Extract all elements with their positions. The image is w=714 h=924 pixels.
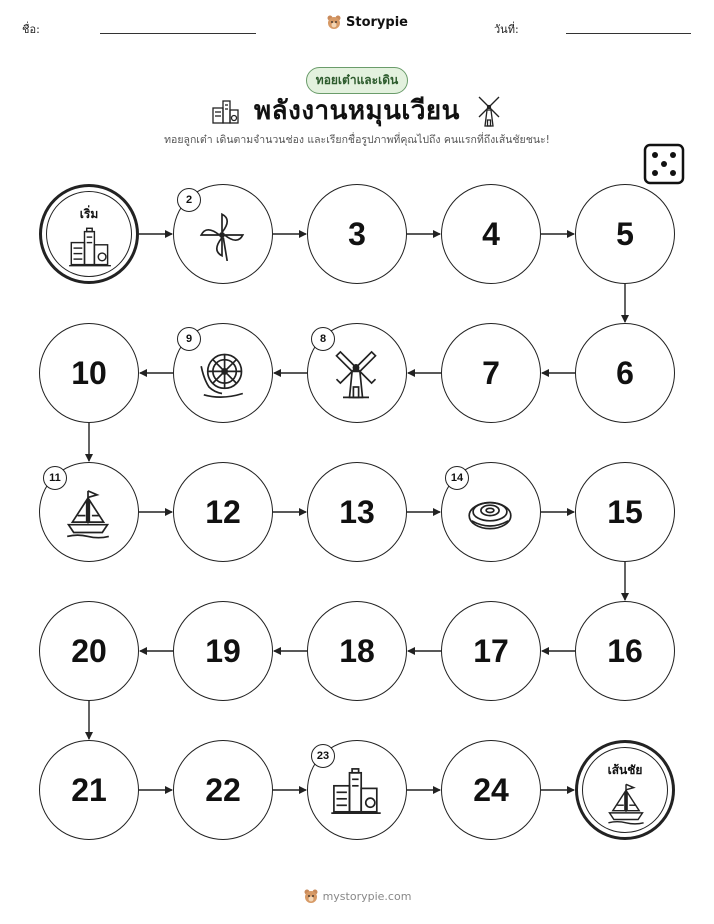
board-space-17[interactable] (441, 601, 541, 701)
space-number-badge: 2 (177, 188, 201, 212)
board-space-10[interactable] (39, 323, 139, 423)
space-number: 5 (616, 215, 634, 252)
board-space-14[interactable] (441, 462, 541, 562)
finish-label: เส้นชัย (607, 763, 643, 777)
space-number-badge: 9 (177, 327, 201, 351)
space-number-badge: 8 (311, 327, 335, 351)
space-number: 20 (71, 632, 107, 669)
space-number: 16 (607, 632, 643, 669)
factory-icon (68, 225, 112, 269)
board-space-1[interactable] (39, 184, 139, 284)
windmill-icon (330, 348, 382, 400)
pinwheel-icon (196, 209, 248, 261)
board-space-11[interactable] (39, 462, 139, 562)
board-space-25[interactable] (575, 740, 675, 840)
space-number: 10 (71, 354, 107, 391)
instructions: ทอยลูกเต๋า เดินตามจำนวนช่อง และเรียกชื่อรูปภาพที่คุณไปถึง คนแรกที่ถึงเส้นชัยชนะ! (164, 134, 550, 146)
board-space-9[interactable] (173, 323, 273, 423)
space-number: 4 (482, 215, 500, 252)
board-space-12[interactable] (173, 462, 273, 562)
board-space-7[interactable] (441, 323, 541, 423)
board-space-23[interactable] (307, 740, 407, 840)
water-wheel-icon (196, 348, 248, 400)
factory-icon (330, 765, 382, 817)
board-space-6[interactable] (575, 323, 675, 423)
page-title: พลังงานหมุนเวียน (254, 96, 460, 126)
board-space-20[interactable] (39, 601, 139, 701)
game-type-tag: ทอยเต๋าและเดิน (306, 67, 408, 94)
board-space-3[interactable] (307, 184, 407, 284)
board-space-15[interactable] (575, 462, 675, 562)
name-label: ชื่อ: (22, 23, 40, 36)
board-space-13[interactable] (307, 462, 407, 562)
board-space-2[interactable] (173, 184, 273, 284)
space-number: 17 (473, 632, 509, 669)
sailboat-icon (62, 487, 114, 539)
sailboat-icon (604, 781, 648, 825)
space-number: 3 (348, 215, 366, 252)
footer (0, 888, 714, 904)
board-space-21[interactable] (39, 740, 139, 840)
space-number: 15 (607, 493, 643, 530)
board-space-8[interactable] (307, 323, 407, 423)
board-space-5[interactable] (575, 184, 675, 284)
board-space-24[interactable] (441, 740, 541, 840)
space-number-badge: 11 (43, 466, 67, 490)
space-number-badge: 14 (445, 466, 469, 490)
start-label: เริ่ม (79, 207, 99, 221)
space-number: 22 (205, 771, 241, 808)
board-space-18[interactable] (307, 601, 407, 701)
space-number: 7 (482, 354, 500, 391)
space-number: 12 (205, 493, 241, 530)
space-number: 18 (339, 632, 375, 669)
space-number: 21 (71, 771, 107, 808)
space-number: 24 (473, 771, 509, 808)
bear-mascot-icon (303, 888, 319, 904)
space-number-badge: 23 (311, 744, 335, 768)
footer-url: mystorypie.com (322, 889, 412, 903)
board-space-16[interactable] (575, 601, 675, 701)
board-space-4[interactable] (441, 184, 541, 284)
biomass-log-icon (464, 487, 516, 539)
brand-name: Storypie (346, 14, 408, 30)
date-label: วันที่: (494, 23, 519, 36)
board-space-19[interactable] (173, 601, 273, 701)
board-space-22[interactable] (173, 740, 273, 840)
space-number: 13 (339, 493, 375, 530)
space-number: 19 (205, 632, 241, 669)
space-number: 6 (616, 354, 634, 391)
